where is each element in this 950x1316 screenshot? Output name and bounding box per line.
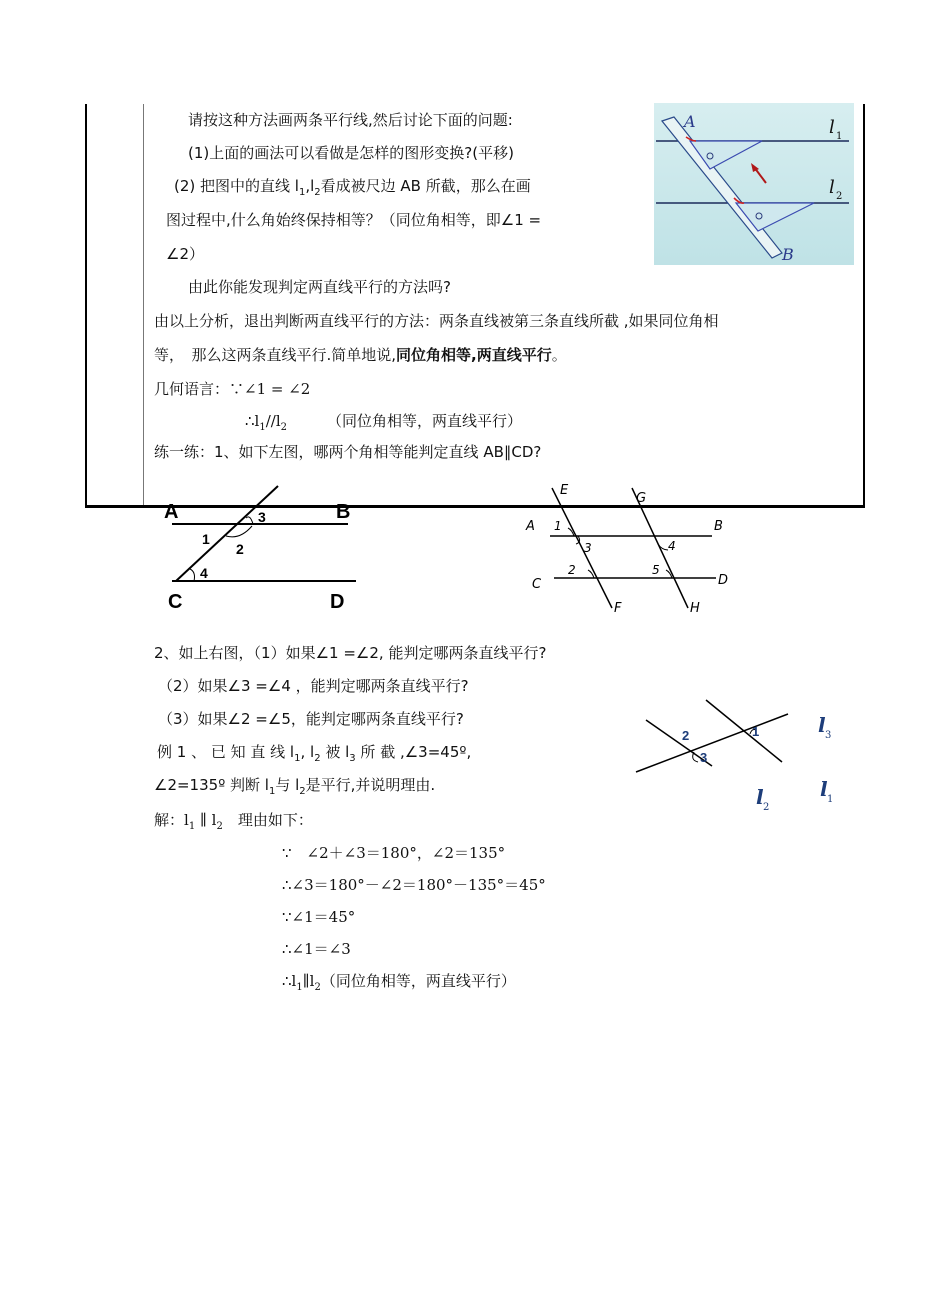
label-H: H	[690, 601, 700, 616]
label-A: A	[684, 112, 696, 131]
label-angle-4: 4	[668, 539, 676, 553]
label-l1: l	[829, 117, 835, 138]
label-l2: l	[829, 177, 835, 198]
angle-arc-3	[246, 517, 253, 524]
text-discovery: 由此你能发现判定两直线平行的方法吗?	[188, 278, 451, 296]
text-step-2: ∴∠3＝180°－∠2＝180°－135°＝45°	[282, 876, 546, 894]
label-angle-3: 3	[584, 541, 592, 555]
label-l3: l	[818, 713, 826, 737]
text-step-3: ∵∠1＝45°	[282, 908, 356, 926]
label-C: C	[168, 591, 183, 613]
label-C: C	[532, 577, 542, 592]
transversal	[176, 486, 278, 581]
label-angle-2: 2	[682, 728, 690, 743]
label-angle-1: 1	[202, 531, 210, 547]
label-angle-2: 2	[568, 563, 576, 577]
label-l1-sub: 1	[836, 131, 843, 142]
text-exercise-1: 练一练：1、如下左图，哪两个角相等能判定直线 AB∥CD?	[154, 443, 542, 461]
text-question-2: (2) 把图中的直线 $l_1,l_2$看成被尺边 AB 所截，那么在画	[174, 177, 531, 198]
label-F: F	[614, 601, 622, 616]
text-analysis: 由以上分析，退出判断两直线平行的方法：两条直线被第三条直线所截 ,如果同位角相	[154, 312, 719, 330]
text-step-4: ∴∠1＝∠3	[282, 940, 351, 958]
text-step-1: ∵ ∠2＋∠3＝180°，∠2＝135°	[282, 844, 506, 862]
label-B: B	[336, 501, 351, 523]
label-angle-2: 2	[236, 541, 244, 557]
figure-example	[632, 692, 842, 822]
text-question-2-end: ∠2）	[166, 245, 204, 263]
label-angle-3: 3	[258, 509, 266, 525]
text-step-5: $\therefore l_1\parallel l_2$（同位角相等，两直线平行）	[282, 972, 516, 993]
label-angle-5: 5	[652, 563, 660, 577]
label-angle-1: 1	[554, 519, 562, 533]
label-B: B	[782, 245, 794, 264]
label-l2: l	[756, 785, 764, 809]
label-D: D	[718, 573, 729, 588]
text-therefore-parallel: $\therefore l_1//l_2$ （同位角相等，两直线平行）	[245, 412, 523, 433]
figure-exercise-right	[522, 478, 732, 618]
text-question-2-cont: 图过程中,什么角始终保持相等？（同位角相等，即∠1 =	[166, 211, 542, 229]
text-exercise-2: 2、如上右图，（1）如果∠1 =∠2, 能判定哪两条直线平行?	[154, 644, 547, 662]
text-exercise-2-q3: （3）如果∠2 =∠5，能判定哪两条直线平行?	[158, 710, 464, 728]
text-example-1: 例 1 、 已 知 直 线 $l_1$, $l_2$ 被 $l_3$ 所 截 ,∠3=45º,	[157, 743, 472, 764]
text-question-1: (1)上面的画法可以看做是怎样的图形变换?(平移)	[188, 144, 514, 162]
line-gh	[632, 488, 688, 608]
line-ef	[552, 488, 612, 608]
label-l2-sub: 2	[763, 802, 770, 813]
label-l1: l	[820, 777, 828, 801]
label-angle-1: 1	[752, 724, 760, 739]
figure-exercise-left	[160, 482, 370, 614]
label-A: A	[164, 501, 179, 523]
label-angle-4: 4	[200, 565, 208, 581]
table-border-right	[863, 104, 865, 508]
label-l1-sub: 1	[827, 794, 834, 805]
label-B: B	[714, 519, 723, 534]
figure-ruler-parallel	[654, 103, 854, 265]
label-E: E	[560, 483, 569, 498]
label-A: A	[526, 519, 535, 534]
label-G: G	[636, 491, 647, 506]
label-l2-sub: 2	[836, 191, 843, 202]
text-example-1-cont: ∠2=135º 判断 $l_1$与 $l_2$是平行,并说明理由.	[154, 776, 436, 797]
text-geometry-language: 几何语言：∵∠1 = ∠2	[154, 380, 311, 398]
label-l3-sub: 3	[825, 730, 832, 741]
text-exercise-2-q2: （2）如果∠3 =∠4 ，能判定哪两条直线平行?	[158, 677, 469, 695]
text-solution: 解：$l_1$ ∥ $l_2$ 理由如下：	[154, 811, 313, 832]
text-instruction: 请按这种方法画两条平行线,然后讨论下面的问题:	[188, 111, 513, 129]
label-D: D	[330, 591, 345, 613]
text-conclusion: 等， 那么这两条直线平行.简单地说,同位角相等,两直线平行。	[154, 346, 567, 364]
label-angle-3: 3	[700, 750, 708, 765]
angle-arc-4	[190, 569, 195, 581]
table-border-left	[85, 104, 87, 508]
table-column-divider	[143, 104, 144, 508]
line-l3	[636, 714, 788, 772]
